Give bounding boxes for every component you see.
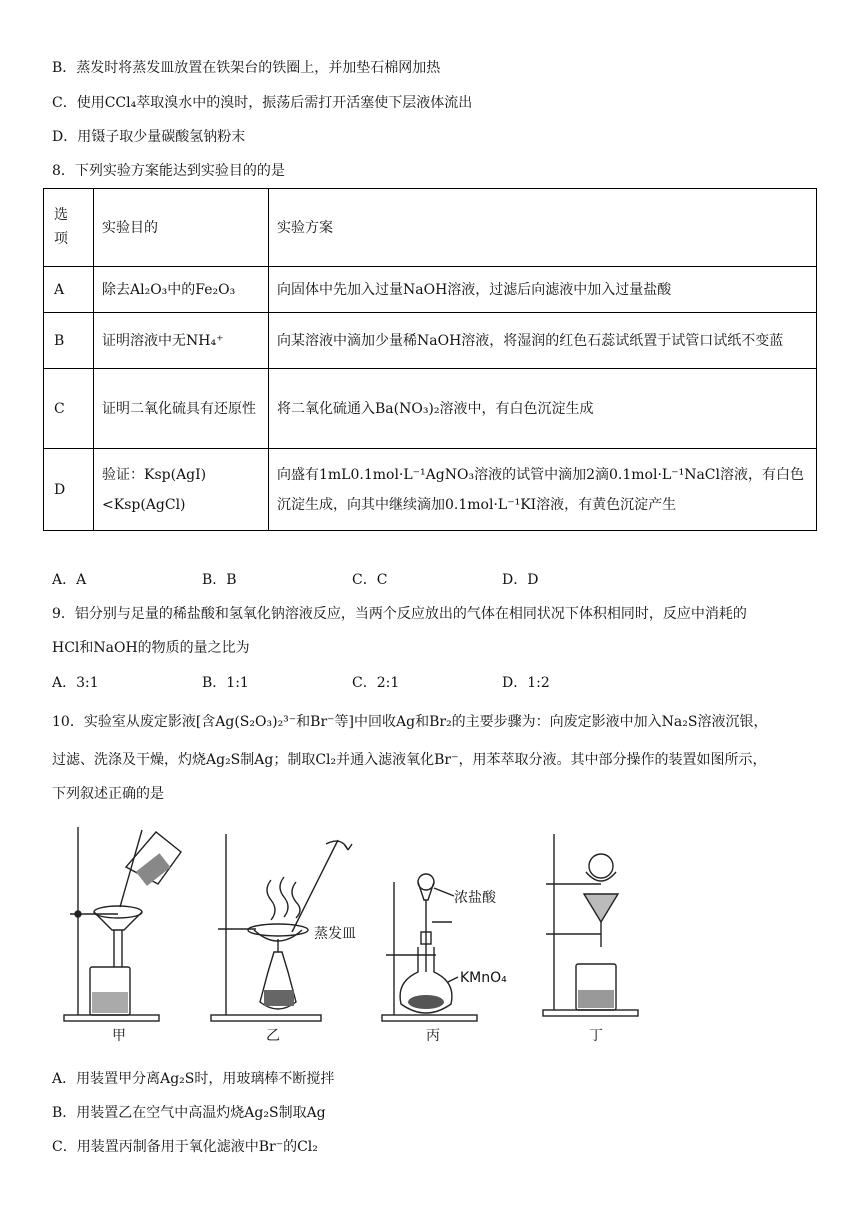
label-conc-hcl: 浓盐酸: [454, 890, 496, 906]
q9-option-a[interactable]: A．3:1: [52, 675, 99, 691]
q9-option-c[interactable]: C．2:1: [352, 675, 400, 691]
header-purpose: 实验目的: [94, 189, 269, 267]
row-plan: 向盛有1mL0.1mol·L⁻¹AgNO₃溶液的试管中滴加2滴0.1mol·L⁻¹NaCl溶液，有白色沉淀生成，向其中继续滴加0.1mol·L⁻¹KI溶液，有黄色沉淀产生: [269, 449, 817, 531]
label-evaporating-dish: 蒸发皿: [314, 926, 356, 942]
table-row: [44, 369, 817, 449]
row-purpose: 证明二氧化硫具有还原性: [94, 369, 269, 449]
q10-option-c[interactable]: C．用装置丙制备用于氧化滤液中Br⁻的Cl₂: [52, 1139, 318, 1155]
filtration-apparatus: [64, 827, 181, 1021]
row-purpose: 验证：Ksp(AgI)<Ksp(AgCl): [94, 449, 269, 531]
q7-option-d: D．用镊子取少量碳酸氢钠粉末: [52, 129, 246, 145]
row-plan: 将二氧化硫通入Ba(NO₃)₂溶液中，有白色沉淀生成: [269, 369, 817, 449]
q10-option-b[interactable]: B．用装置乙在空气中高温灼烧Ag₂S制取Ag: [52, 1105, 326, 1121]
table-header-row: [44, 189, 817, 267]
row-purpose: 证明溶液中无NH₄⁺: [94, 313, 269, 369]
q10-option-a[interactable]: A．用装置甲分离Ag₂S时，用玻璃棒不断搅拌: [52, 1071, 335, 1087]
q9-option-d[interactable]: D．1:2: [502, 675, 550, 691]
header-option: 选项: [44, 189, 94, 267]
q7-option-c: C．使用CCl₄萃取溴水中的溴时，振荡后需打开活塞使下层液体流出: [52, 95, 473, 111]
q8-option-d[interactable]: D．D: [502, 572, 539, 588]
q10-stem-line2: 过滤、洗涤及干燥，灼烧Ag₂S制Ag；制取Cl₂并通入滤液氧化Br⁻，用苯萃取分液。其中部分操作的装置如图所示，: [52, 752, 767, 768]
q10-stem-line1: 10．实验室从废定影液[含Ag(S₂O₃)₂³⁻和Br⁻等]中回收Ag和Br₂的主要步骤为：向废定影液中加入Na₂S溶液沉银，: [52, 714, 768, 730]
row-key: D: [44, 449, 94, 531]
table-row: [44, 267, 817, 313]
q8-option-b[interactable]: B．B: [202, 572, 237, 588]
label-jia: 甲: [112, 1028, 126, 1044]
row-key: B: [44, 313, 94, 369]
q9-option-b[interactable]: B．1:1: [202, 675, 249, 691]
label-yi: 乙: [266, 1028, 280, 1044]
row-key: C: [44, 369, 94, 449]
apparatus-figure: [56, 822, 666, 1047]
q7-option-b: B．蒸发时将蒸发皿放置在铁架台的铁圈上，并加垫石棉网加热: [52, 60, 441, 76]
q9-stem-line2: HCl和NaOH的物质的量之比为: [52, 640, 250, 656]
row-plan: 向固体中先加入过量NaOH溶液，过滤后向滤液中加入过量盐酸: [269, 267, 817, 313]
q8-stem: 8．下列实验方案能达到实验目的的是: [52, 163, 285, 179]
row-purpose: 除去Al₂O₃中的Fe₂O₃: [94, 267, 269, 313]
label-bing: 丙: [426, 1028, 440, 1044]
q10-stem-line3: 下列叙述正确的是: [52, 786, 164, 802]
row-plan: 向某溶液中滴加少量稀NaOH溶液，将湿润的红色石蕊试纸置于试管口试纸不变蓝: [269, 313, 817, 369]
q9-stem-line1: 9．铝分别与足量的稀盐酸和氢氧化钠溶液反应，当两个反应放出的气体在相同状况下体积相同时，反应中消耗的: [52, 606, 747, 622]
q8-option-a[interactable]: A．A: [52, 572, 87, 588]
label-kmno4: KMnO₄: [460, 970, 507, 986]
separatory-funnel-apparatus: [543, 834, 638, 1016]
table-row: [44, 449, 817, 531]
row-key: A: [44, 267, 94, 313]
header-plan: 实验方案: [269, 189, 817, 267]
q8-option-c[interactable]: C．C: [352, 572, 388, 588]
table-row: [44, 313, 817, 369]
label-ding: 丁: [589, 1028, 603, 1044]
experiment-table: [43, 188, 817, 531]
